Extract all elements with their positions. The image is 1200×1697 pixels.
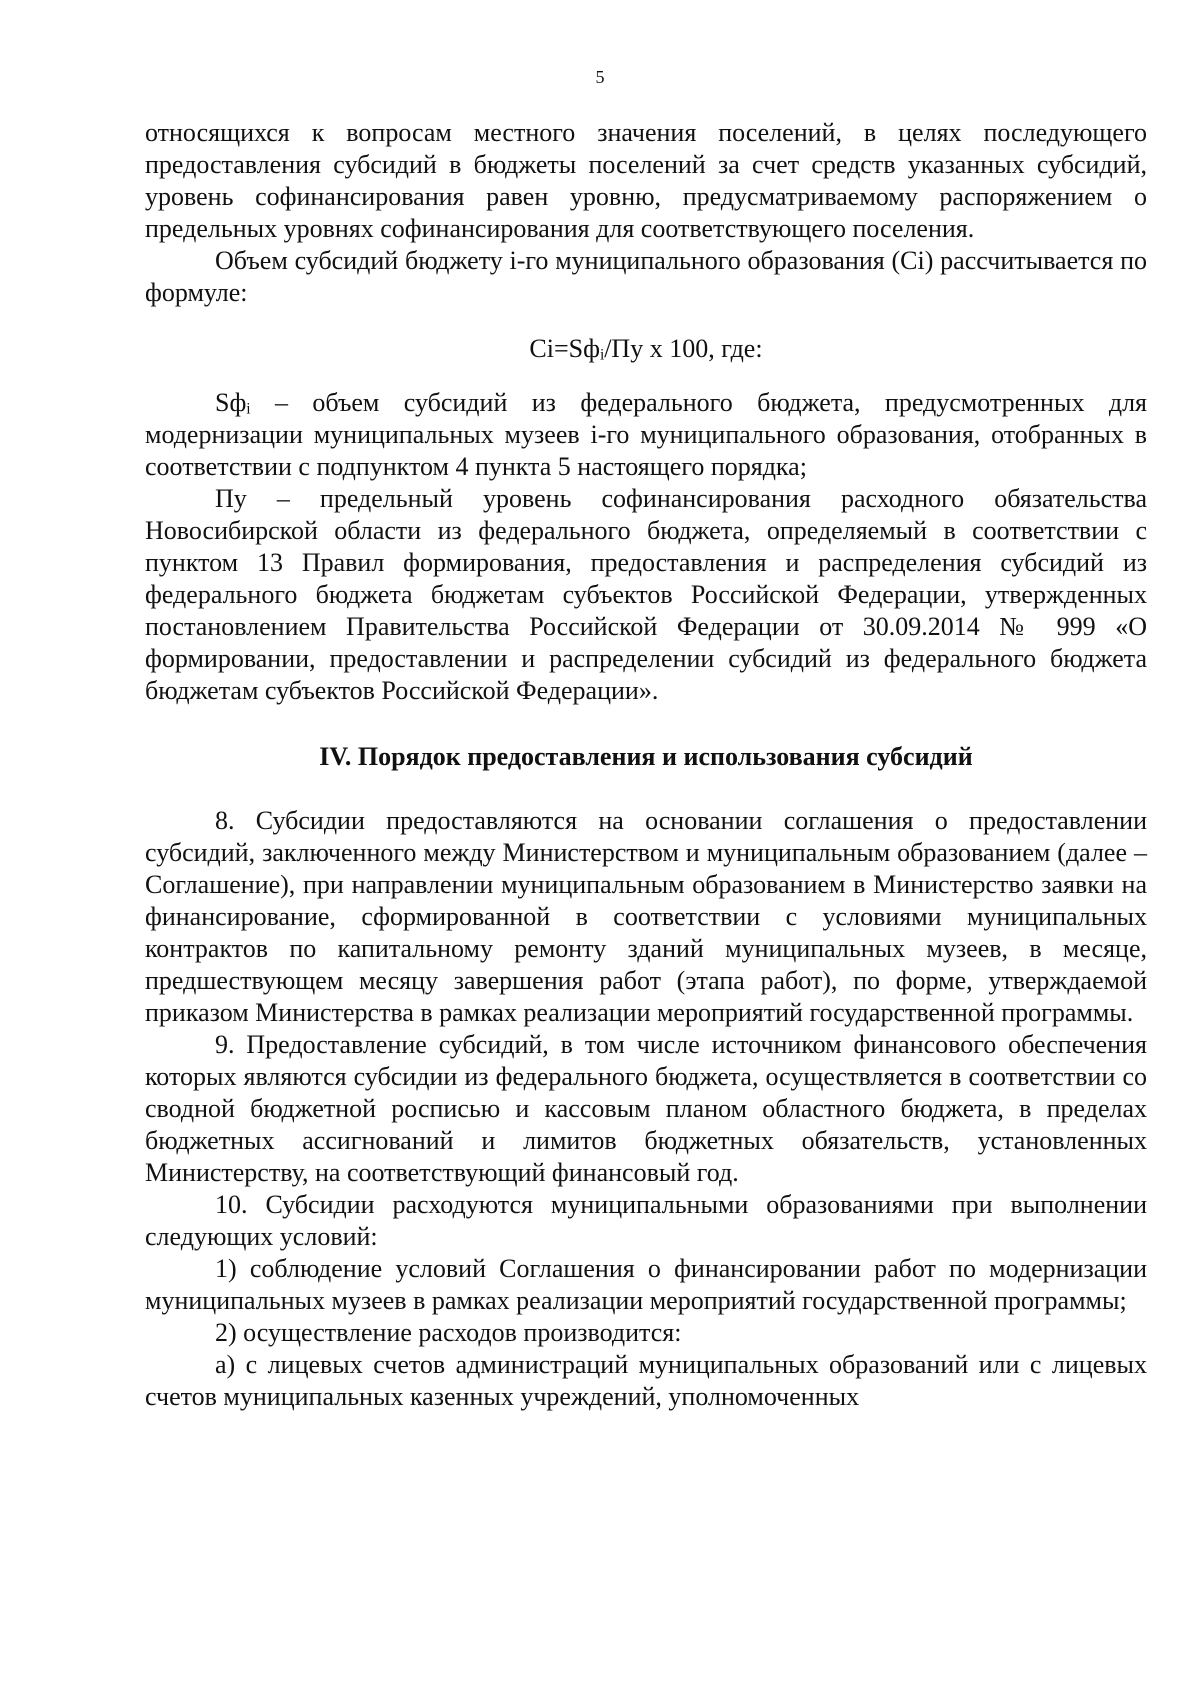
- paragraph-condition-1: 1) соблюдение условий Соглашения о финансировании работ по модернизации муниципальных музеев в рамках реализации мероприятий государственной программы;: [145, 1254, 1147, 1315]
- document-body: [145, 117, 1147, 1413]
- paragraph-item-8: 8. Субсидии предоставляются на основании соглашения о предоставлении субсидий, заключенного между Министерством и муниципальным образованием (далее – Соглашение), при направлении муниципальным образованием в Министерство заявки на финансирование, сформированной в соответствии с условиями муниципальных контрактов по капитальному ремонту зданий муниципальных музеев, в месяце, предшествующем месяцу завершения работ (этапа работ), по форме, утверждаемой приказом Министерства в рамках реализации мероприятий государственной программы.: [145, 806, 1147, 1027]
- paragraph-sf-definition: Sфᵢ – объем субсидий из федерального бюджета, предусмотренных для модернизации муниципальных музеев i-го муниципального образования, отобранных в соответствии с подпунктом 4 пункта 5 настоящего порядка;: [145, 388, 1147, 481]
- paragraph-item-10: 10. Субсидии расходуются муниципальными образованиями при выполнении следующих условий:: [145, 1190, 1147, 1251]
- paragraph-item-9: 9. Предоставление субсидий, в том числе источником финансового обеспечения которых являются субсидии из федерального бюджета, осуществляется в соответствии со сводной бюджетной росписью и кассовым планом областного бюджета, в пределах бюджетных ассигнований и лимитов бюджетных обязательств, установленных Министерству, на соответствующий финансовый год.: [145, 1030, 1147, 1187]
- formula: Ci=Sфᵢ/Пу х 100, где:: [529, 334, 763, 363]
- paragraph-condition-2: 2) осуществление расходов производится:: [215, 1318, 682, 1347]
- paragraph-py-definition: Пу – предельный уровень софинансирования расходного обязательства Новосибирской области из федерального бюджета, определяемый в соответствии с пунктом 13 Правил формирования, предоставления и распределения субсидий из федерального бюджета бюджетам субъектов Российской Федерации, утвержденных постановлением Правительства Российской Федерации от 30.09.2014 № 999 «О формировании, предоставлении и распределении субсидий из федерального бюджета бюджетам субъектов Российской Федерации».: [145, 484, 1147, 705]
- paragraph-condition-2a: а) с лицевых счетов администраций муниципальных образований или с лицевых счетов муниципальных казенных учреждений, уполномоченных: [145, 1350, 1147, 1411]
- page-number: 5: [595, 67, 605, 87]
- paragraph-subsidy-volume: Объем субсидий бюджету i-го муниципального образования (Ci) рассчитывается по формуле:: [145, 246, 1147, 307]
- paragraph-1: относящихся к вопросам местного значения поселений, в целях последующего предоставления субсидий в бюджеты поселений за счет средств указанных субсидий, уровень софинансирования равен уровню, предусматриваемому распоряжением о предельных уровнях софинансирования для соответствующего поселения.: [145, 118, 1147, 243]
- section-heading: IV. Порядок предоставления и использования субсидий: [319, 742, 973, 771]
